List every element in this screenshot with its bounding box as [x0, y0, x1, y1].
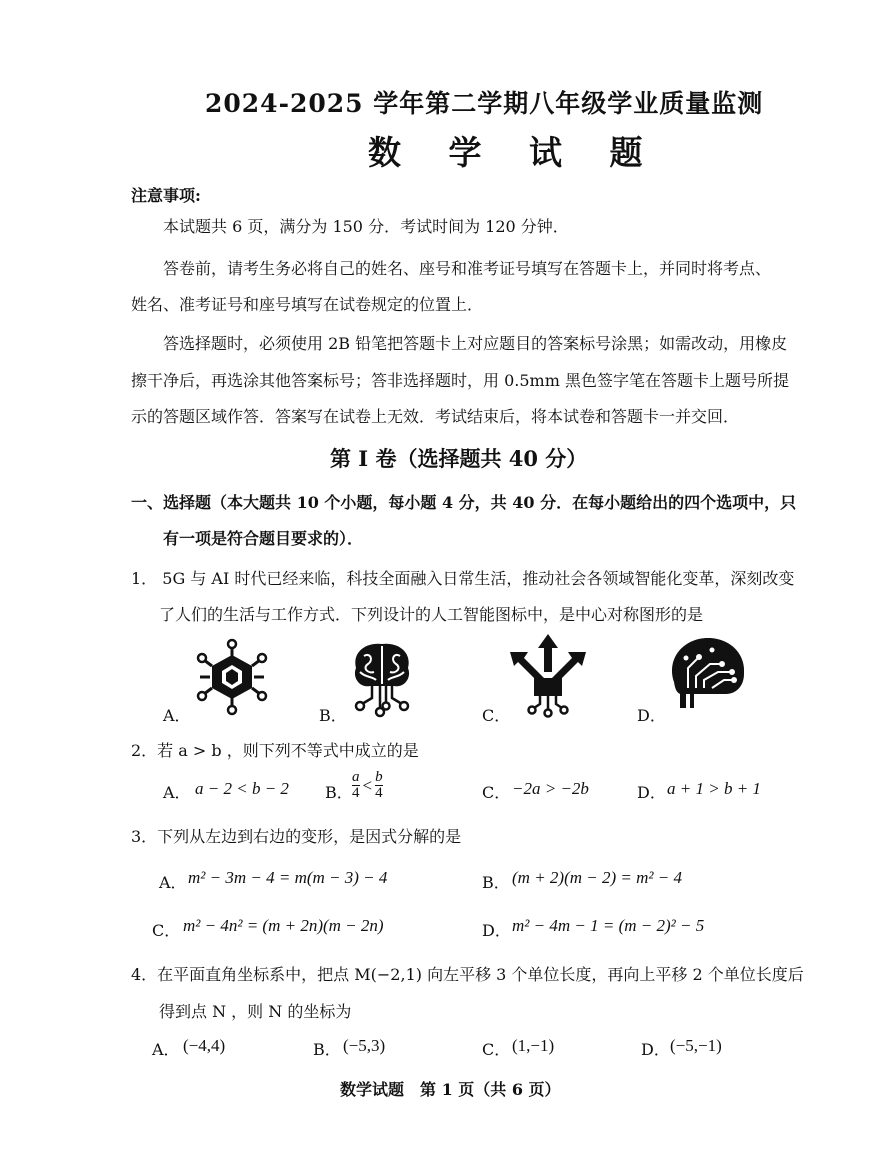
q1-option-d: D．	[637, 706, 666, 725]
section-instructions-a: 一、选择题（本大题共 10 个小题，每小题 4 分，共 40 分．在每小题给出的四个选项中，只	[131, 493, 797, 512]
notice-heading: 注意事项:	[131, 186, 201, 205]
q2-label-b: B．	[325, 783, 353, 802]
q2-fraction-left	[352, 770, 360, 801]
exam-title: 2024-2025 学年第二学期八年级学业质量监测	[205, 89, 764, 118]
q1-stem-b: 了人们的生活与工作方式．下列设计的人工智能图标中，是中心对称图形的是	[159, 605, 704, 624]
numerator: a	[352, 769, 360, 785]
q4-label-d: D．	[641, 1040, 670, 1059]
denominator: 4	[352, 785, 360, 801]
q4-option-c: (1,−1)	[512, 1036, 555, 1055]
q2-fraction-right	[375, 770, 383, 801]
q3-label-c: C．	[152, 921, 181, 940]
q2-option-c: −2a > −2b	[512, 779, 589, 798]
notice-line-3c: 示的答题区域作答．答案写在试卷上无效．考试结束后，将本试卷和答题卡一并交回．	[131, 407, 740, 426]
less-than-sign: <	[362, 775, 373, 795]
denominator: 4	[375, 785, 383, 801]
q2-label-d: D．	[637, 783, 666, 802]
notice-line-2b: 姓名、准考证号和座号填写在试卷规定的位置上．	[131, 295, 484, 314]
brain-circuit-icon	[346, 638, 418, 718]
q1-option-a: A．	[163, 706, 191, 725]
q3-option-b: (m + 2)(m − 2) = m² − 4	[512, 868, 682, 887]
q4-option-d: (−5,−1)	[670, 1036, 722, 1055]
q4-stem-a: 4．在平面直角坐标系中，把点 M(−2,1) 向左平移 3 个单位长度，再向上平移 2 个单位长度后	[131, 965, 804, 984]
q3-option-c: m² − 4n² = (m + 2n)(m − 2n)	[183, 916, 384, 935]
section-instructions-b: 有一项是符合题目要求的）．	[163, 529, 364, 548]
q3-stem: 3．下列从左边到右边的变形，是因式分解的是	[131, 827, 462, 846]
q3-option-d: m² − 4m − 1 = (m − 2)² − 5	[512, 916, 705, 935]
q1-stem-a: 1． 5G 与 AI 时代已经来临，科技全面融入日常生活，推动社会各领域智能化变革，深刻改变	[131, 569, 795, 588]
q4-stem-b: 得到点 N ，则 N 的坐标为	[159, 1002, 352, 1021]
numerator: b	[375, 769, 383, 785]
q2-stem: 2．若 a > b ，则下列不等式中成立的是	[131, 741, 419, 760]
notice-line-2a: 答卷前，请考生务必将自己的姓名、座号和准考证号填写在答题卡上，并同时将考点、	[163, 259, 772, 278]
q2-label-a: A．	[163, 783, 191, 802]
q3-label-a: A．	[159, 873, 187, 892]
arrows-split-icon	[510, 634, 586, 718]
q2-option-d: a + 1 > b + 1	[667, 779, 761, 798]
q3-label-b: B．	[482, 873, 510, 892]
q2-option-a: a − 2 < b − 2	[195, 779, 289, 798]
page-footer: 数学试题 第 1 页（共 6 页）	[340, 1080, 561, 1099]
q4-label-a: A．	[152, 1040, 180, 1059]
q4-label-b: B．	[313, 1040, 341, 1059]
q2-option-b	[352, 770, 383, 801]
q4-option-b: (−5,3)	[343, 1036, 386, 1055]
notice-line-1: 本试题共 6 页，满分为 150 分．考试时间为 120 分钟．	[163, 217, 569, 236]
section-title: 第 I 卷（选择题共 40 分）	[330, 446, 588, 471]
q1-option-b: B．	[319, 706, 347, 725]
q3-label-d: D．	[482, 921, 511, 940]
head-circuit-icon	[666, 636, 746, 718]
q2-label-c: C．	[482, 783, 511, 802]
notice-line-3b: 擦干净后，再选涂其他答案标号；答非选择题时，用 0.5mm 黑色签字笔在答题卡上题号所提	[131, 371, 789, 390]
q4-option-a: (−4,4)	[183, 1036, 226, 1055]
exam-subtitle: 数 学 试 题	[368, 133, 661, 172]
q3-option-a: m² − 3m − 4 = m(m − 3) − 4	[188, 868, 388, 887]
notice-line-3a: 答选择题时，必须使用 2B 铅笔把答题卡上对应题目的答案标号涂黑；如需改动，用橡皮	[163, 334, 788, 353]
q4-label-c: C．	[482, 1040, 511, 1059]
q1-option-c: C．	[482, 706, 511, 725]
hexagon-network-icon	[196, 638, 268, 716]
